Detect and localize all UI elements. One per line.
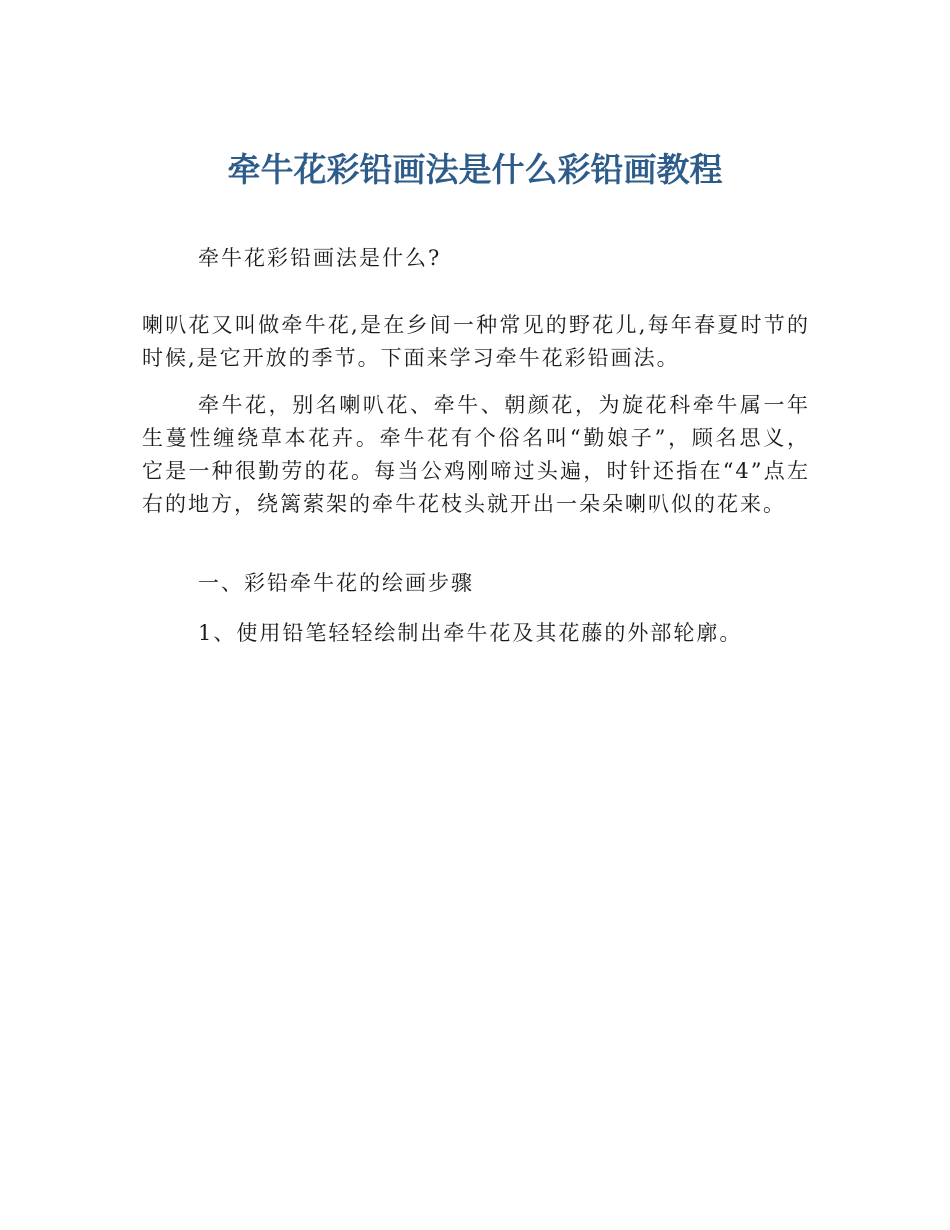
document-title: 牵牛花彩铅画法是什么彩铅画教程 [227, 150, 723, 189]
paragraph-step-1: 1、使用铅笔轻轻绘制出牵牛花及其花藤的外部轮廓。 [198, 621, 743, 645]
paragraph-question: 牵牛花彩铅画法是什么? [198, 246, 442, 270]
paragraph-intro: 喇叭花又叫做牵牛花,是在乡间一种常见的野花儿,每年春夏时节的时候,是它开放的季节。下面来学习牵牛花彩铅画法。 [142, 313, 810, 370]
section-heading-steps: 一、彩铅牵牛花的绘画步骤 [198, 571, 474, 595]
paragraph-description: 牵牛花，别名喇叭花、牵牛、朝颜花，为旋花科牵牛属一年生蔓性缠绕草本花卉。牵牛花有个俗名叫“勤娘子”，顾名思义，它是一种很勤劳的花。每当公鸡刚啼过头遍，时针还指在“4”点左右的地方，绕篱萦架的牵牛花枝头就开出一朵朵喇叭似的花来。 [142, 393, 810, 516]
